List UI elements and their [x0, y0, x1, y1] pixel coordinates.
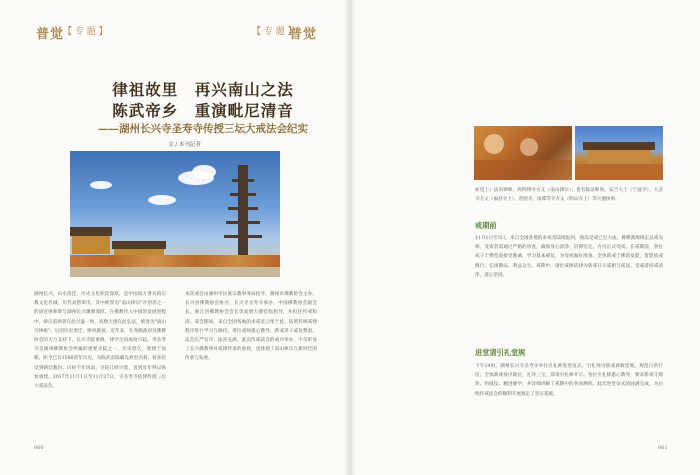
- section-text-2: 下午14时，湖州长兴寺圣寿寺举行引礼师进堂仪式。引礼师为新戒讲解堂规，规范日常行仪；全体新戒按序就位，礼拜三宝，恭请引礼师开示。各位引礼师悉心教导，要求新戒守规矩、明威仪、精进修学，并详细讲解了戒期中的各项规约。此次进堂仪式的圆满完成，为后续传戒法会的顺利开展奠定了坚实基础。: [475, 364, 663, 397]
- temple-hall-photo: [575, 126, 663, 180]
- right-intro-text: 如觉上）法同律师、高明律寺方丈（南山律宗）；也有陈法和尚、安吉大士（宁波寺）、大悲寺方丈（福昌寺上）、普照寺、雨潭等寺方丈（明山寺上）等大德执事。: [475, 188, 663, 203]
- article-byline: 文 / 本刊記者: [168, 142, 201, 148]
- section-tag: 【 专 题 】: [63, 27, 108, 37]
- section-tag-right: 【 专 题 】: [252, 27, 297, 37]
- monks-ceremony-photo: [474, 126, 572, 180]
- pagoda-temple-photo: [70, 151, 280, 277]
- page-gutter: [344, 0, 356, 475]
- body-text-column-2: 本次戒会由湖州市民族宗教事务局指导，湖州市佛教协会主办，长兴县佛教协会协办，长兴寺圣寿寺承办。中国佛教协会副会长、浙江省佛教协会会长等高僧大德莅临指导，并担任传戒和尚。戒会期间，来自全国各地的求戒者云集于此，依照传统戒律程序进行学习与修持。诸位戒师悉心教导，新戒弟子威仪整肃，法会庄严有序，法喜充满。此次传戒法会的成功举办，不仅彰显了长兴佛教界对戒律传承的重视，也体现了南山律宗在新时代的传承与发展。: [185, 292, 317, 362]
- section-heading-2: 进堂请引礼堂规: [475, 348, 526, 357]
- magazine-logo-right: 普觉: [289, 27, 318, 42]
- section-heading-1: 戒期前: [475, 221, 497, 230]
- article-subtitle: ——湖州长兴寺圣寿寺传授三坛大戒法会纪实: [98, 123, 308, 135]
- page-number-right: 061: [658, 445, 668, 451]
- page-number-left: 060: [34, 445, 44, 451]
- magazine-logo: 普觉: [36, 27, 65, 42]
- body-text-column-1: 湖州长兴，山水清佳，历史文化积淀深厚，是中国南方著名的宗教文化名城，历代高僧辈出。其中被誉为"南山律宗"开创者之一的道宣律师即与湖州长兴渊源深厚。在佛教传入中国的发展进程中，律宗道场曾在此兴盛一时，高僧大德在此弘法，被誉为"南山宗律祖"。后因历史变迁，律风渐衰。近年来，在各级政府及佛教协会的大力支持下，长兴寺院重修，律学之风再度兴起。寿圣寿寺是湖州佛教协会所属的重要寺院之一，历史悠久，始建于南朝，距今已有1500余年历史，为陈武帝陈霸先故里名刹，曾多次受到朝廷敕封。历经千年风雨，寺院几经兴废，直到近年得以恢复重建。2017年11月1日至11月27日，寺圣寿寺依律传授三坛大戒法会。: [34, 292, 166, 390]
- article-title-line-1: 律祖故里 再兴南山之法: [112, 80, 294, 99]
- article-title-line-2: 陈武帝乡 重演毗尼清音: [112, 101, 294, 120]
- section-text-1: 11月1日至3日，来自全国各地的求戒者陆续报到，海岛受戒已近大成。佛教教规规定以戒为师，受戒者需通过严格的审查，确保身心清净、信仰坚定，方可正式受戒。在戒期前，各位戒子于佛堂前接受教诫，学习基本威仪，为受戒做好准备。全体新戒于佛前发愿，誓愿依戒修行，弘扬佛法，利益众生。戒期中，诸位戒师依律为新戒开示戒相与戒法，受戒者持戒清净，道心坚固。: [475, 236, 663, 278]
